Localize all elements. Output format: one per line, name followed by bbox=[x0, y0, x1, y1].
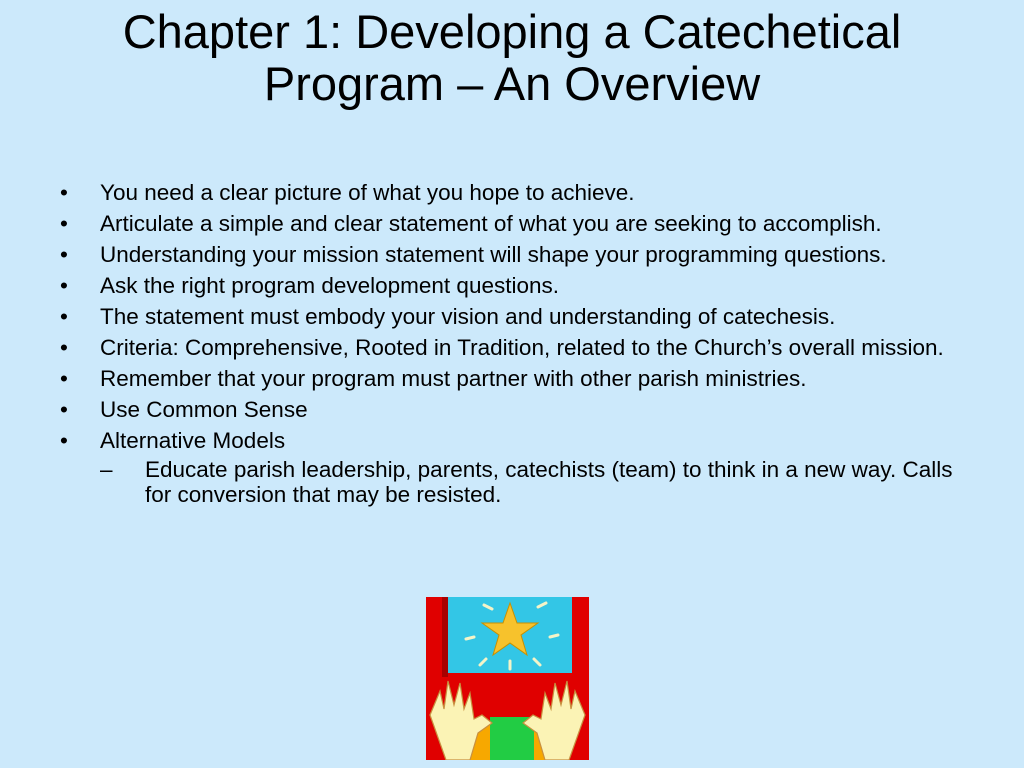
bullet-text: Articulate a simple and clear statement of what you are seeking to accomplish. bbox=[100, 211, 882, 236]
bullet-list bbox=[58, 180, 978, 513]
bullet-marker: • bbox=[60, 428, 68, 453]
bullet-item bbox=[58, 397, 978, 422]
bullet-marker: • bbox=[60, 211, 68, 236]
bullet-marker: • bbox=[60, 273, 68, 298]
hands-offering-star-clipart bbox=[426, 597, 589, 760]
bullet-marker: • bbox=[60, 335, 68, 360]
bullet-text: You need a clear picture of what you hope to achieve. bbox=[100, 180, 635, 205]
sub-bullet-text: Educate parish leadership, parents, catechists (team) to think in a new way. Calls for conversion that may be resisted. bbox=[145, 457, 953, 507]
bullet-item bbox=[58, 304, 978, 329]
sub-bullet-marker: – bbox=[100, 457, 113, 482]
sub-bullet-item bbox=[100, 457, 978, 507]
bullet-marker: • bbox=[60, 180, 68, 205]
sub-bullet-list bbox=[100, 457, 978, 507]
bullet-item bbox=[58, 211, 978, 236]
bullet-item bbox=[58, 366, 978, 391]
bullet-item bbox=[58, 335, 978, 360]
bullet-marker: • bbox=[60, 366, 68, 391]
bullet-item bbox=[58, 273, 978, 298]
bullet-marker: • bbox=[60, 397, 68, 422]
bullet-text: Use Common Sense bbox=[100, 397, 308, 422]
bullet-marker: • bbox=[60, 304, 68, 329]
bullet-text: The statement must embody your vision and understanding of catechesis. bbox=[100, 304, 836, 329]
bullet-text: Criteria: Comprehensive, Rooted in Tradition, related to the Church’s overall mission. bbox=[100, 335, 944, 360]
bullet-text: Alternative Models bbox=[100, 428, 286, 453]
bullet-text: Ask the right program development questions. bbox=[100, 273, 559, 298]
bullet-text: Understanding your mission statement will shape your programming questions. bbox=[100, 242, 887, 267]
slide-title: Chapter 1: Developing a Catechetical Program – An Overview bbox=[122, 5, 902, 110]
bullet-item bbox=[58, 242, 978, 267]
bullet-item bbox=[58, 180, 978, 205]
bullet-item bbox=[58, 428, 978, 507]
bullet-text: Remember that your program must partner with other parish ministries. bbox=[100, 366, 807, 391]
bullet-marker: • bbox=[60, 242, 68, 267]
